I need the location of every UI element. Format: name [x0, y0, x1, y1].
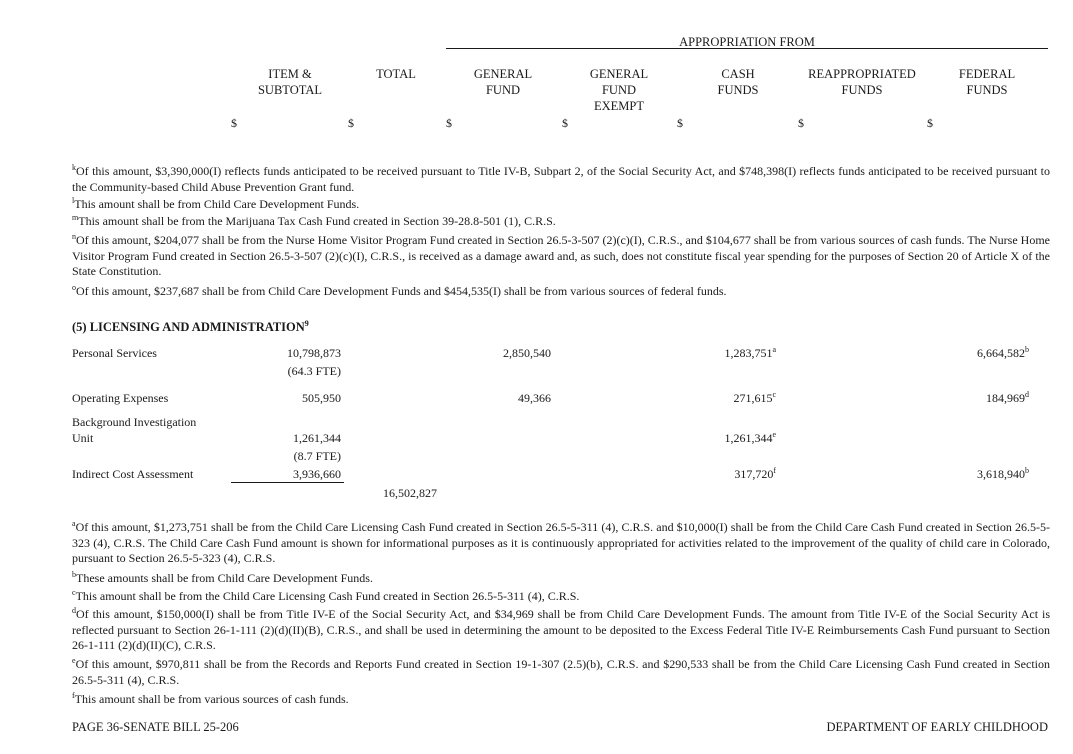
- federal-funds-mark: b: [1025, 345, 1029, 354]
- footnote-text: Of this amount, $3,390,000(I) reflects funds anticipated to be received pursuant to Title IV-B, Subpart 2, of the Social Security Act, and $748,398(I) reflects funds anticipated to be received pursuant to the Community-based Child Abuse Prevention Grant fund.: [72, 164, 1050, 194]
- footnote-a: [72, 520, 1050, 567]
- operating-expenses-federal-funds: 184,969$^d$: [986, 390, 1029, 405]
- footnote-mark: o: [72, 283, 76, 292]
- column-header-federal-funds: FEDERAL FUNDS: [958, 67, 1016, 97]
- dollar-sign: $: [798, 116, 804, 130]
- column-header-general-fund: GENERAL FUND: [473, 67, 533, 97]
- footnote-text: Of this amount, $150,000(I) shall be from Title IV-E of the Social Security Act, and $34,969 shall be from Child Care Development Funds. The amount from Title IV-E of the Social Security Act is reflected pursuant to Section 26-1-111 (2)(d)(II)(B), C.R.S., and shall be used in determining the amount to be deposited to the Excess Federal Title IV-E Reimbursements Cash Fund pursuant to Section 26-1-111 (2)(d)(II)(C), C.R.S.: [72, 607, 1050, 652]
- appropriation-from-heading: APPROPRIATION FROM: [679, 35, 815, 49]
- operating-expenses-item: 505,950: [302, 391, 341, 405]
- column-header-item-subtotal: ITEM & SUBTOTAL: [257, 67, 323, 97]
- footnote-text: This amount shall be from the Marijuana Tax Cash Fund created in Section 39-28.8-501 (1), C.R.S.: [78, 214, 556, 228]
- footnote-text: This amount shall be from Child Care Development Funds.: [74, 197, 360, 211]
- footnote-b: [72, 571, 1050, 587]
- footnote-mark: f: [72, 691, 75, 700]
- footnote-mark: c: [72, 588, 76, 597]
- dollar-sign: $: [231, 116, 237, 130]
- row-label-background-investigation-unit: Unit: [72, 431, 94, 445]
- footnote-e: [72, 657, 1050, 688]
- footnote-mark: a: [72, 519, 76, 528]
- cash-funds-mark: c: [772, 390, 776, 399]
- section-title-mark: 9: [304, 318, 309, 328]
- footnote-text: Of this amount, $970,811 shall be from the Records and Reports Fund created in Section 19-1-307 (2.5)(b), C.R.S. and $290,533 shall be from the Child Care Licensing Cash Fund created in Section 26.5-5-311 (4), C.R.S.: [72, 657, 1050, 687]
- footnote-text: This amount shall be from the Child Care Licensing Cash Fund created in Section 26.5-5-311 (4), C.R.S.: [75, 589, 580, 603]
- column-header-total: TOTAL: [376, 67, 416, 81]
- footnote-n: [72, 233, 1050, 280]
- footnote-k: [72, 164, 1050, 195]
- personal-services-cash-funds: 1,283,751$^a$: [724, 345, 776, 360]
- page-footer-right: DEPARTMENT OF EARLY CHILDHOOD: [826, 720, 1048, 734]
- footnote-mark: b: [72, 570, 76, 579]
- footnote-m: [72, 214, 1050, 230]
- footnote-text: These amounts shall be from Child Care Development Funds.: [76, 571, 373, 585]
- row-label-operating-expenses: Operating Expenses: [72, 391, 169, 405]
- appropriation-rule: [446, 48, 1048, 49]
- dollar-sign: $: [927, 116, 933, 130]
- footnote-f: [72, 692, 1050, 708]
- footnote-l: [72, 197, 1050, 213]
- operating-expenses-cash-funds: 271,615$^c$: [733, 390, 776, 405]
- footnote-c: [72, 589, 1050, 605]
- cash-funds-mark: e: [772, 430, 776, 439]
- subtotal-rule: [231, 482, 344, 483]
- background-investigation-cash-funds: 1,261,344e: [724, 430, 776, 445]
- operating-expenses-general-fund: 49,366: [518, 391, 551, 405]
- background-investigation-item: 1,261,344: [293, 431, 341, 445]
- footnote-mark: l: [72, 196, 75, 205]
- dollar-sign: $: [677, 116, 683, 130]
- footnote-text: Of this amount, $1,273,751 shall be from the Child Care Licensing Cash Fund created in Section 26.5-5-311 (4), C.R.S. and $10,000(I) shall be from the Child Care Cash Fund created in Section 26.5-5-323 (4), C.R.S. The Child Care Cash Fund amount is shown for informational purposes as it is continuously appropriated for activities related to the improvement of the quality of child care in Colorado, pursuant to Section 26.5-5-323 (4), C.R.S.: [72, 520, 1050, 565]
- indirect-cost-cash-funds: 317,720$^f$: [734, 466, 776, 481]
- background-investigation-fte: (8.7 FTE): [293, 449, 341, 463]
- footnote-text: Of this amount, $237,687 shall be from Child Care Development Funds and $454,535(I) shall be from various sources of federal funds.: [76, 284, 727, 298]
- federal-funds-mark: b: [1025, 466, 1029, 475]
- row-label-background-investigation: Background Investigation: [72, 415, 197, 429]
- footnote-mark: d: [72, 606, 76, 615]
- dollar-sign: $: [446, 116, 452, 130]
- footnote-mark: k: [72, 163, 76, 172]
- indirect-cost-item: 3,936,660: [293, 467, 341, 481]
- cash-funds-mark: a: [772, 345, 776, 354]
- dollar-sign: $: [562, 116, 568, 130]
- footnote-text: Of this amount, $204,077 shall be from the Nurse Home Visitor Program Fund created in Section 26.5-3-507 (2)(c)(I), C.R.S., and $104,677 shall be from various sources of cash funds. The Nurse Home Visitor Program Fund created in Section 26.5-3-507 (2)(c)(I), C.R.S., is received as a damage award and, as such, does not constitute fiscal year spending for the purposes of Section 20 of Article X of the State Constitution.: [72, 233, 1050, 278]
- footnote-mark: m: [72, 213, 79, 222]
- column-header-general-fund-exempt: GENERAL FUND EXEMPT: [589, 67, 649, 113]
- column-header-reappropriated-funds: REAPPROPRIATED FUNDS: [808, 67, 916, 97]
- personal-services-general-fund: 2,850,540: [503, 346, 551, 360]
- footnote-d: [72, 607, 1050, 654]
- federal-funds-mark: d: [1025, 390, 1029, 399]
- page-footer-left: PAGE 36-SENATE BILL 25-206: [72, 720, 239, 734]
- footnote-mark: n: [72, 232, 76, 241]
- cash-funds-mark: f: [773, 466, 776, 475]
- section-total: 16,502,827: [383, 486, 437, 500]
- dollar-sign: $: [348, 116, 354, 130]
- column-header-cash-funds: CASH FUNDS: [717, 67, 759, 97]
- indirect-cost-federal-funds: 3,618,940$^b$: [977, 466, 1029, 481]
- personal-services-item: 10,798,873: [287, 346, 341, 360]
- section-title: (5) LICENSING AND ADMINISTRATION$^9$: [72, 318, 309, 334]
- footnote-o: [72, 284, 1050, 300]
- personal-services-federal-funds: 6,664,582$^b$: [977, 345, 1029, 360]
- personal-services-fte: (64.3 FTE): [287, 364, 341, 378]
- row-label-indirect-cost-assessment: Indirect Cost Assessment: [72, 467, 194, 481]
- row-label-personal-services: Personal Services: [72, 346, 157, 360]
- footnote-mark: e: [72, 656, 76, 665]
- footnote-text: This amount shall be from various sources of cash funds.: [74, 692, 349, 706]
